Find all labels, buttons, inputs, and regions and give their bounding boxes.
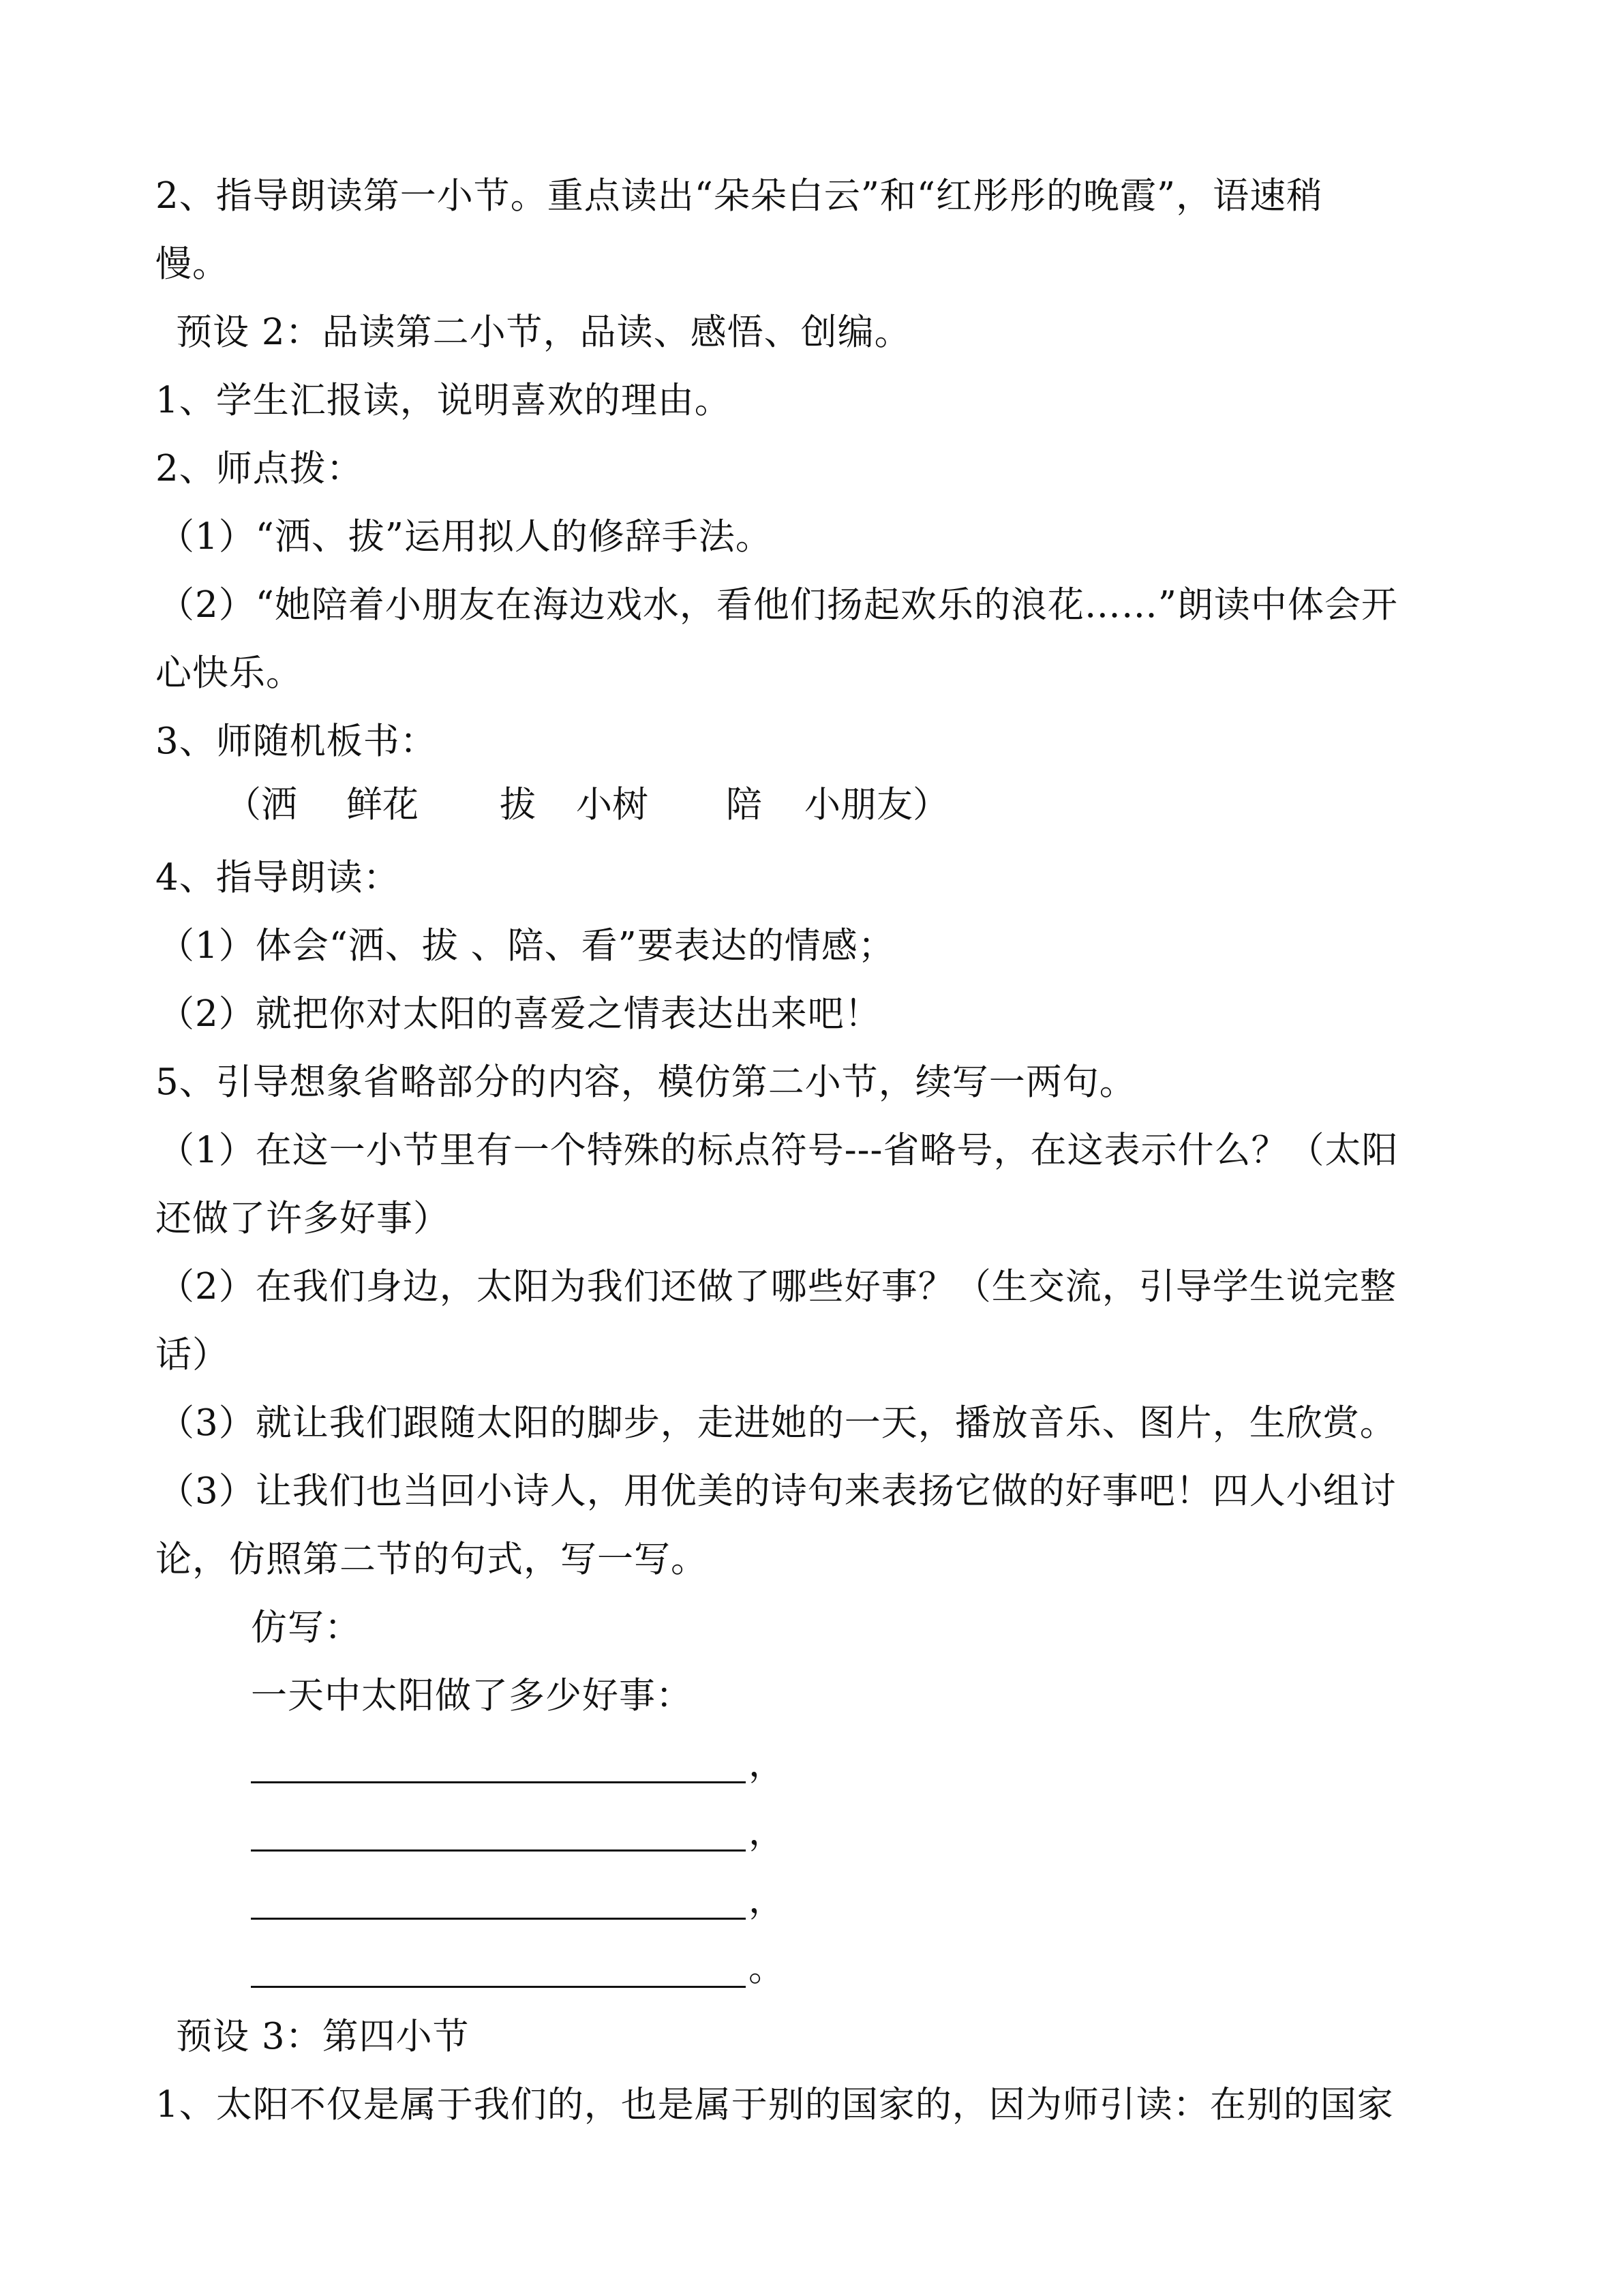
imitation-prompt: 一天中太阳做了多少好事：	[251, 1675, 693, 1717]
blank-punctuation: 。	[748, 1948, 785, 1989]
preset-2-item-5-sub-4-line-2: 论，仿照第二节的句式，写一写。	[155, 1539, 708, 1580]
board-word-1: 鲜花	[346, 784, 419, 826]
preset-2-item-5-sub-1-line-1: （1）在这一小节里有一个特殊的标点符号---省略号，在这表示什么？（太阳	[158, 1130, 1399, 1171]
board-word-3: 小朋友）	[804, 784, 949, 826]
board-verb-2: 拔	[500, 784, 536, 826]
preset-2-item-5-sub-3: （3）就让我们跟随太阳的脚步，走进她的一天，播放音乐、图片，生欣赏。	[158, 1402, 1397, 1444]
fill-in-blank-line[interactable]	[251, 1781, 746, 1783]
blank-punctuation: ，	[748, 1879, 785, 1921]
preset-2-item-5-sub-1-line-2: 还做了许多好事）	[155, 1198, 450, 1239]
preset-2-item-5-sub-2-line-1: （2）在我们身边，太阳为我们还做了哪些好事？（生交流，引导学生说完整	[158, 1266, 1397, 1308]
preset-3-item-1: 1、太阳不仅是属于我们的，也是属于别的国家的，因为师引读：在别的国家	[155, 2084, 1394, 2126]
board-verb-3: 陪	[726, 784, 762, 826]
preset-2-item-2-sub-2-line-2: 心快乐。	[155, 652, 303, 694]
preset-2-item-1: 1、学生汇报读，说明喜欢的理由。	[155, 380, 731, 421]
preset-2-item-4: 4、指导朗读：	[155, 857, 400, 898]
fill-in-blank-line[interactable]	[251, 1986, 746, 1988]
fill-in-blank-line[interactable]	[251, 1918, 746, 1920]
fill-in-blank-line[interactable]	[251, 1849, 746, 1852]
board-open: （洒	[225, 784, 297, 826]
preset-2-item-5-sub-4-line-1: （3）让我们也当回小诗人，用优美的诗句来表扬它做的好事吧！四人小组讨	[158, 1470, 1397, 1512]
board-word-2: 小树	[576, 784, 648, 826]
preset-3-heading: 预设 3：第四小节	[176, 2016, 470, 2057]
imitation-label: 仿写：	[251, 1607, 361, 1648]
preset-2-item-3: 3、师随机板书：	[155, 721, 437, 762]
preset-2-item-5: 5、引导想象省略部分的内容，模仿第二小节，续写一两句。	[155, 1061, 1136, 1103]
preset-2-item-2-sub-1: （1）“洒、拔”运用拟人的修辞手法。	[158, 516, 772, 558]
guide-reading-item-2-line-1: 2、指导朗读第一小节。重点读出“朵朵白云”和“红彤彤的晚霞”，语速稍	[155, 175, 1324, 217]
preset-2-item-2-sub-2-line-1: （2）“她陪着小朋友在海边戏水，看他们扬起欢乐的浪花……”朗读中体会开	[158, 584, 1398, 626]
preset-2-item-4-sub-2: （2）就把你对太阳的喜爱之情表达出来吧！	[158, 993, 881, 1035]
preset-2-item-5-sub-2-line-2: 话）	[155, 1334, 229, 1376]
preset-2-item-2: 2、师点拨：	[155, 448, 363, 489]
guide-reading-item-2-line-2: 慢。	[155, 243, 229, 285]
blank-punctuation: ，	[748, 1743, 785, 1785]
blank-punctuation: ，	[748, 1811, 785, 1853]
preset-2-heading: 预设 2：品读第二小节，品读、感悟、创编。	[176, 312, 911, 353]
preset-2-item-4-sub-1: （1）体会“洒、拔 、陪、看”要表达的情感；	[158, 925, 895, 967]
